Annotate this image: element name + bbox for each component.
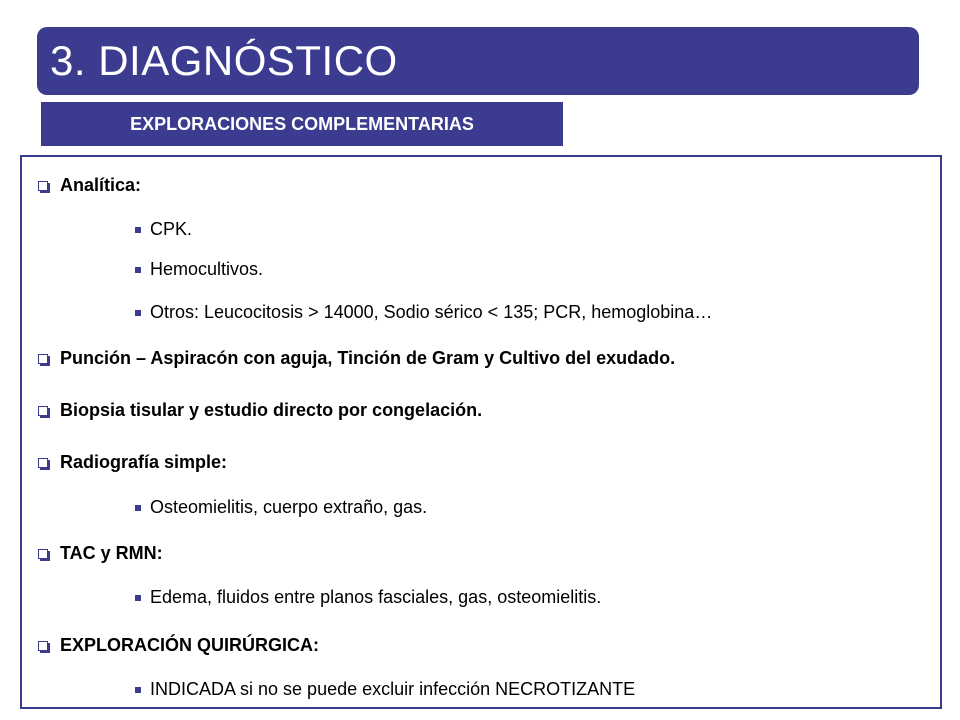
- section-heading: [38, 543, 163, 564]
- section-heading: [38, 175, 141, 196]
- subtitle-banner: [41, 102, 563, 146]
- list-item-text: CPK.: [150, 219, 193, 239]
- checkbox-bullet-icon: [38, 181, 48, 191]
- list-item-text: INDICADA si no se puede excluir infección NECROTIZANTE: [150, 679, 636, 699]
- checkbox-bullet-icon: [38, 549, 48, 559]
- list-item-text: Otros: Leucocitosis > 14000, Sodio sérico < 135; PCR, hemoglobina…: [150, 302, 713, 322]
- section-heading-text: Biopsia tisular y estudio directo por congelación.: [60, 400, 483, 420]
- list-item: [135, 497, 427, 518]
- list-item: [135, 259, 263, 280]
- checkbox-bullet-icon: [38, 354, 48, 364]
- section-heading: [38, 635, 319, 656]
- list-item: [135, 587, 601, 608]
- section-heading: [38, 400, 482, 421]
- list-item: [135, 302, 712, 323]
- section-heading-text: EXPLORACIÓN QUIRÚRGICA:: [60, 635, 320, 655]
- slide-title: 3. DIAGNÓSTICO: [50, 37, 398, 84]
- list-item: [135, 219, 192, 240]
- list-item-text: Osteomielitis, cuerpo extraño, gas.: [150, 497, 428, 517]
- section-heading: [38, 452, 227, 473]
- square-bullet-icon: [135, 227, 141, 233]
- section-heading-text: Punción – Aspiracón con aguja, Tinción de Gram y Cultivo del exudado.: [60, 348, 676, 368]
- slide-subtitle: EXPLORACIONES COMPLEMENTARIAS: [130, 113, 474, 134]
- content-panel: [20, 155, 942, 709]
- section-heading-text: Analítica:: [60, 175, 142, 195]
- list-item-text: Hemocultivos.: [150, 259, 264, 279]
- section-heading: [38, 348, 675, 369]
- section-heading-text: TAC y RMN:: [60, 543, 163, 563]
- checkbox-bullet-icon: [38, 458, 48, 468]
- title-banner: [37, 27, 919, 95]
- section-heading-text: Radiografía simple:: [60, 452, 228, 472]
- square-bullet-icon: [135, 687, 141, 693]
- checkbox-bullet-icon: [38, 641, 48, 651]
- square-bullet-icon: [135, 595, 141, 601]
- list-item: [135, 679, 635, 700]
- list-item-text: Edema, fluidos entre planos fasciales, gas, osteomielitis.: [150, 587, 602, 607]
- checkbox-bullet-icon: [38, 406, 48, 416]
- square-bullet-icon: [135, 267, 141, 273]
- square-bullet-icon: [135, 505, 141, 511]
- square-bullet-icon: [135, 310, 141, 316]
